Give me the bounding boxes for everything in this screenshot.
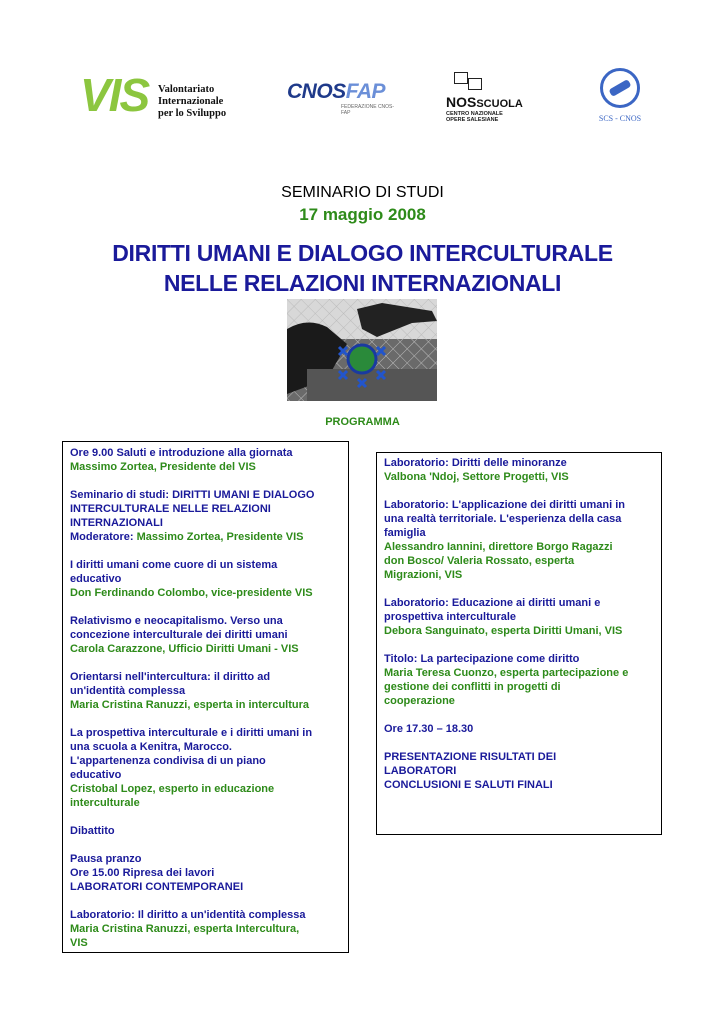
program-item-speaker: gestione dei conflitti in progetti di [384, 681, 561, 693]
program-item [70, 852, 341, 894]
program-item-text: Dibattito [70, 825, 115, 837]
program-item-speaker: Maria Teresa Cuonzo, esperta partecipazione e [384, 667, 629, 679]
program-item-text: INTERCULTURALE NELLE RELAZIONI [70, 503, 271, 515]
program-right-column [376, 452, 662, 835]
moderator-name: Massimo Zortea, Presidente VIS [136, 531, 304, 543]
program-item-speaker: Maria Cristina Ranuzzi, esperta in intercultura [70, 699, 310, 711]
hands-fence-photo [287, 299, 437, 401]
program-item [384, 750, 654, 792]
program-item [70, 614, 341, 656]
program-item-text: Ore 15.00 Ripresa dei lavori [70, 867, 215, 879]
program-item [70, 670, 341, 712]
program-item-speaker: Massimo Zortea, Presidente del VIS [70, 461, 256, 473]
program-item-speaker: Cristobal Lopez, esperto in educazione [70, 783, 275, 795]
vis-logo-line: per lo Sviluppo [158, 108, 227, 119]
box-icon [468, 78, 482, 90]
program-left-column [62, 441, 349, 953]
cnosfap-fap: FAP [345, 80, 386, 103]
program-item-speaker: Carola Carazzone, Ufficio Diritti Umani - VIS [70, 643, 299, 655]
event-date: 17 maggio 2008 [299, 205, 426, 224]
cnos-scuola-word: SCUOLA [476, 98, 523, 110]
vis-logo-text [158, 84, 226, 120]
cnos-scuola-sub: OPERE SALESIANE [446, 117, 499, 123]
program-item-speaker: Debora Sanguinato, esperta Diritti Umani, VIS [384, 625, 623, 637]
scs-label: SCS - CNOS [598, 114, 642, 123]
cnosfap-logo [287, 80, 397, 120]
program-item [70, 488, 341, 544]
cnos-scuola-logo [446, 70, 546, 130]
cnos-scuola-nos: NOS [446, 94, 477, 110]
page-title [0, 238, 725, 298]
program-item-text: Relativismo e neocapitalismo. Verso una [70, 615, 283, 627]
vis-logo [80, 68, 240, 124]
program-item-speaker: Valbona 'Ndoj, Settore Progetti, VIS [384, 471, 569, 483]
scs-emblem-icon [600, 68, 640, 108]
program-item-text: una scuola a Kenitra, Marocco. [70, 741, 232, 753]
program-item-moderator [70, 530, 341, 544]
program-item-text: Laboratorio: L'applicazione dei diritti umani in [384, 499, 625, 511]
title-line: DIRITTI UMANI E DIALOGO INTERCULTURALE [112, 240, 613, 266]
program-item-text: L'appartenenza condivisa di un piano [70, 755, 266, 767]
program-item-text: Orientarsi nell'intercultura: il diritto ad [70, 671, 271, 683]
logo-bar [0, 64, 725, 134]
cnos-scuola-sub: CENTRO NAZIONALE [446, 111, 503, 117]
program-item-text: INTERNAZIONALI [70, 517, 163, 529]
program-item-text: Pausa pranzo [70, 853, 142, 865]
programma-heading: PROGRAMMA [325, 416, 400, 428]
cnosfap-sub: FEDERAZIONE CNOS-FAP [341, 104, 395, 116]
program-item [384, 456, 654, 484]
program-item-text: CONCLUSIONI E SALUTI FINALI [384, 779, 553, 791]
program-item-text: Ore 9.00 Saluti e introduzione alla giornata [70, 447, 293, 459]
moderator-label: Moderatore: [70, 531, 137, 543]
program-item-text: Laboratorio: Il diritto a un'identità complessa [70, 909, 306, 921]
program-item [384, 498, 654, 582]
vis-logo-mark: VIS [80, 69, 149, 121]
program-item-text: una realtà territoriale. L'esperienza della casa [384, 513, 622, 525]
title-line: NELLE RELAZIONI INTERNAZIONALI [163, 270, 562, 296]
program-item-text: Ore 17.30 – 18.30 [384, 723, 474, 735]
program-item-speaker: Migrazioni, VIS [384, 569, 463, 581]
program-item-text: prospettiva interculturale [384, 611, 517, 623]
program-item [70, 726, 341, 810]
program-item-text: LABORATORI CONTEMPORANEI [70, 881, 244, 893]
program-item [70, 824, 341, 838]
program-item-speaker: VIS [70, 937, 88, 949]
program-item [70, 446, 341, 474]
program-item-text: un'identità complessa [70, 685, 186, 697]
program-item-speaker: interculturale [70, 797, 140, 809]
program-item [70, 558, 341, 600]
program-item [384, 722, 654, 736]
program-item [384, 596, 654, 638]
program-item-speaker: cooperazione [384, 695, 455, 707]
cnosfap-word: CNOS [287, 80, 346, 103]
program-item-text: educativo [70, 573, 122, 585]
program-item-text: Seminario di studi: DIRITTI UMANI E DIALOGO [70, 489, 315, 501]
program-item-text: Laboratorio: Diritti delle minoranze [384, 457, 567, 469]
program-item-speaker: Alessandro Iannini, direttore Borgo Ragazzi [384, 541, 613, 553]
program-item-text: PRESENTAZIONE RISULTATI DEI [384, 751, 557, 763]
program-item-text: famiglia [384, 527, 426, 539]
program-item-speaker: don Bosco/ Valeria Rossato, esperta [384, 555, 575, 567]
scs-cnos-logo [590, 68, 650, 128]
program-item [70, 908, 341, 950]
program-item-text: I diritti umani come cuore di un sistema [70, 559, 278, 571]
vis-logo-line: Internazionale [158, 96, 224, 107]
program-item [384, 652, 654, 708]
program-item-text: Laboratorio: Educazione ai diritti umani e [384, 597, 601, 609]
program-item-text: La prospettiva interculturale e i diritti umani in [70, 727, 313, 739]
vis-logo-line: Valontariato [158, 84, 215, 95]
program-item-text: LABORATORI [384, 765, 457, 777]
program-item-text: concezione interculturale dei diritti umani [70, 629, 288, 641]
program-item-text: educativo [70, 769, 122, 781]
program-item-text: Titolo: La partecipazione come diritto [384, 653, 580, 665]
seminar-label: SEMINARIO DI STUDI [281, 184, 444, 201]
box-icon [454, 72, 468, 84]
program-item-speaker: Maria Cristina Ranuzzi, esperta Intercultura, [70, 923, 300, 935]
program-item-speaker: Don Ferdinando Colombo, vice-presidente VIS [70, 587, 313, 599]
